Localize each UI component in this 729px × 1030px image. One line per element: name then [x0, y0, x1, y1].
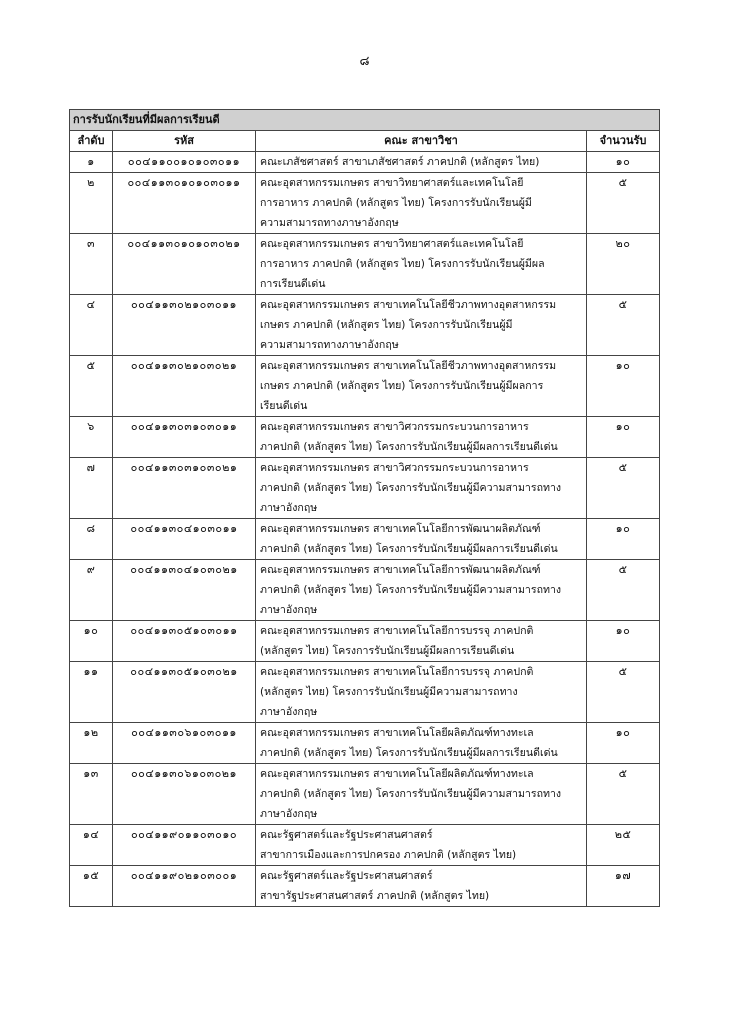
row-capacity: ๑๐	[587, 152, 660, 173]
table-row	[70, 234, 660, 295]
table-row	[70, 825, 660, 866]
program-line: การอาหาร ภาคปกติ (หลักสูตร ไทย) โครงการรับนักเรียนผู้มีผล	[260, 258, 545, 270]
section-title-row	[70, 110, 660, 131]
program-line: สาขาการเมืองและการปกครอง ภาคปกติ (หลักสูตร ไทย)	[260, 849, 517, 861]
table-row	[70, 723, 660, 764]
row-capacity: ๕	[587, 764, 660, 825]
row-capacity: ๒๕	[587, 825, 660, 866]
program-line: คณะอุตสาหกรรมเกษตร สาขาเทคโนโลยีการบรรจุ ภาคปกติ	[260, 625, 534, 637]
row-code: ๐๐๔๑๑๐๐๑๐๑๐๓๐๑๑	[113, 152, 256, 173]
row-code: ๐๐๔๑๑๓๐๑๐๑๐๓๐๒๑	[113, 234, 256, 295]
program-line: ภาษาอังกฤษ	[260, 808, 318, 820]
row-program	[256, 825, 587, 866]
row-capacity: ๕	[587, 662, 660, 723]
row-capacity: ๕	[587, 295, 660, 356]
table-row	[70, 417, 660, 458]
program-line: ภาคปกติ (หลักสูตร ไทย) โครงการรับนักเรียนผู้มีความสามารถทาง	[260, 584, 562, 596]
row-number: ๑๕	[70, 866, 113, 907]
table-body	[70, 152, 660, 907]
program-line: คณะอุตสาหกรรมเกษตร สาขาวิศวกรรมกระบวนการอาหาร	[260, 421, 529, 433]
program-line: คณะรัฐศาสตร์และรัฐประศาสนศาสตร์	[260, 829, 433, 841]
row-code: ๐๐๔๑๑๓๐๔๑๐๓๐๒๑	[113, 560, 256, 621]
program-line: ภาษาอังกฤษ	[260, 502, 318, 514]
row-program	[256, 152, 587, 173]
row-capacity: ๒๐	[587, 234, 660, 295]
row-capacity: ๑๐	[587, 356, 660, 417]
table-row	[70, 458, 660, 519]
table-row	[70, 662, 660, 723]
header-capacity: จำนวนรับ	[587, 131, 660, 152]
table-row	[70, 295, 660, 356]
program-line: สาขารัฐประศาสนศาสตร์ ภาคปกติ (หลักสูตร ไทย)	[260, 890, 490, 902]
row-program	[256, 356, 587, 417]
program-line: คณะอุตสาหกรรมเกษตร สาขาเทคโนโลยีผลิตภัณฑ์ทางทะเล	[260, 727, 534, 739]
program-line: เรียนดีเด่น	[260, 400, 308, 412]
program-line: คณะอุตสาหกรรมเกษตร สาขาเทคโนโลยีผลิตภัณฑ์ทางทะเล	[260, 768, 534, 780]
row-program	[256, 560, 587, 621]
row-number: ๑๔	[70, 825, 113, 866]
table-row	[70, 560, 660, 621]
row-number: ๗	[70, 458, 113, 519]
table-row	[70, 866, 660, 907]
row-program	[256, 234, 587, 295]
program-line: คณะเภสัชศาสตร์ สาขาเภสัชศาสตร์ ภาคปกติ (หลักสูตร ไทย)	[260, 156, 540, 168]
row-capacity: ๑๐	[587, 519, 660, 560]
program-line: คณะรัฐศาสตร์และรัฐประศาสนศาสตร์	[260, 870, 433, 882]
program-line: (หลักสูตร ไทย) โครงการรับนักเรียนผู้มีผลการเรียนดีเด่น	[260, 645, 515, 657]
program-line: คณะอุตสาหกรรมเกษตร สาขาเทคโนโลยีการพัฒนาผลิตภัณฑ์	[260, 564, 541, 576]
row-capacity: ๑๗	[587, 866, 660, 907]
header-program: คณะ สาขาวิชา	[256, 131, 587, 152]
row-number: ๙	[70, 560, 113, 621]
table-row	[70, 173, 660, 234]
program-line: ภาษาอังกฤษ	[260, 604, 318, 616]
row-number: ๖	[70, 417, 113, 458]
row-code: ๐๐๔๑๑๓๐๖๑๐๓๐๑๑	[113, 723, 256, 764]
program-line: คณะอุตสาหกรรมเกษตร สาขาวิทยาศาสตร์และเทคโนโลยี	[260, 238, 524, 250]
row-program	[256, 866, 587, 907]
row-capacity: ๕	[587, 458, 660, 519]
admission-table	[69, 109, 660, 907]
row-code: ๐๐๔๑๑๓๐๔๑๐๓๐๑๑	[113, 519, 256, 560]
program-line: การเรียนดีเด่น	[260, 278, 326, 290]
row-number: ๑	[70, 152, 113, 173]
row-code: ๐๐๔๑๑๓๐๓๑๐๓๐๒๑	[113, 458, 256, 519]
program-line: คณะอุตสาหกรรมเกษตร สาขาวิศวกรรมกระบวนการอาหาร	[260, 462, 529, 474]
program-line: คณะอุตสาหกรรมเกษตร สาขาเทคโนโลยีการบรรจุ ภาคปกติ	[260, 666, 534, 678]
row-code: ๐๐๔๑๑๙๐๑๑๐๓๐๑๐	[113, 825, 256, 866]
page-number: ๘	[359, 54, 370, 69]
row-code: ๐๐๔๑๑๓๐๖๑๐๓๐๒๑	[113, 764, 256, 825]
program-line: คณะอุตสาหกรรมเกษตร สาขาวิทยาศาสตร์และเทคโนโลยี	[260, 177, 524, 189]
header-row	[70, 131, 660, 152]
table-row	[70, 356, 660, 417]
row-program	[256, 173, 587, 234]
section-title: การรับนักเรียนที่มีผลการเรียนดี	[70, 110, 660, 131]
row-number: ๔	[70, 295, 113, 356]
row-code: ๐๐๔๑๑๓๐๕๑๐๓๐๑๑	[113, 621, 256, 662]
table-row	[70, 152, 660, 173]
program-line: ความสามารถทางภาษาอังกฤษ	[260, 339, 399, 351]
program-line: เกษตร ภาคปกติ (หลักสูตร ไทย) โครงการรับนักเรียนผู้มี	[260, 319, 513, 331]
row-program	[256, 662, 587, 723]
program-line: ภาคปกติ (หลักสูตร ไทย) โครงการรับนักเรียนผู้มีความสามารถทาง	[260, 482, 562, 494]
row-program	[256, 621, 587, 662]
row-number: ๒	[70, 173, 113, 234]
row-number: ๓	[70, 234, 113, 295]
row-code: ๐๐๔๑๑๓๐๒๑๐๓๐๒๑	[113, 356, 256, 417]
row-program	[256, 764, 587, 825]
row-capacity: ๑๐	[587, 723, 660, 764]
table-row	[70, 519, 660, 560]
program-line: (หลักสูตร ไทย) โครงการรับนักเรียนผู้มีความสามารถทาง	[260, 686, 518, 698]
table-row	[70, 764, 660, 825]
row-capacity: ๑๐	[587, 621, 660, 662]
program-line: คณะอุตสาหกรรมเกษตร สาขาเทคโนโลยีการพัฒนาผลิตภัณฑ์	[260, 523, 541, 535]
row-code: ๐๐๔๑๑๓๐๑๐๑๐๓๐๑๑	[113, 173, 256, 234]
row-number: ๑๒	[70, 723, 113, 764]
program-line: ภาษาอังกฤษ	[260, 706, 318, 718]
row-program	[256, 295, 587, 356]
row-code: ๐๐๔๑๑๓๐๒๑๐๓๐๑๑	[113, 295, 256, 356]
row-program	[256, 519, 587, 560]
row-capacity: ๑๐	[587, 417, 660, 458]
program-line: ภาคปกติ (หลักสูตร ไทย) โครงการรับนักเรียนผู้มีความสามารถทาง	[260, 788, 562, 800]
row-number: ๑๓	[70, 764, 113, 825]
row-program	[256, 417, 587, 458]
row-code: ๐๐๔๑๑๓๐๓๑๐๓๐๑๑	[113, 417, 256, 458]
program-line: คณะอุตสาหกรรมเกษตร สาขาเทคโนโลยีชีวภาพทางอุตสาหกรรม	[260, 360, 557, 372]
row-program	[256, 723, 587, 764]
row-code: ๐๐๔๑๑๓๐๕๑๐๓๐๒๑	[113, 662, 256, 723]
row-number: ๕	[70, 356, 113, 417]
row-number: ๘	[70, 519, 113, 560]
row-number: ๑๑	[70, 662, 113, 723]
row-capacity: ๕	[587, 173, 660, 234]
row-program	[256, 458, 587, 519]
row-number: ๑๐	[70, 621, 113, 662]
program-line: คณะอุตสาหกรรมเกษตร สาขาเทคโนโลยีชีวภาพทางอุตสาหกรรม	[260, 299, 557, 311]
row-code: ๐๐๔๑๑๙๐๒๑๐๓๐๐๑	[113, 866, 256, 907]
program-line: เกษตร ภาคปกติ (หลักสูตร ไทย) โครงการรับนักเรียนผู้มีผลการ	[260, 380, 544, 392]
program-line: ภาคปกติ (หลักสูตร ไทย) โครงการรับนักเรียนผู้มีผลการเรียนดีเด่น	[260, 747, 558, 759]
program-line: ความสามารถทางภาษาอังกฤษ	[260, 217, 399, 229]
header-no: ลำดับ	[70, 131, 113, 152]
program-line: ภาคปกติ (หลักสูตร ไทย) โครงการรับนักเรียนผู้มีผลการเรียนดีเด่น	[260, 543, 558, 555]
program-line: ภาคปกติ (หลักสูตร ไทย) โครงการรับนักเรียนผู้มีผลการเรียนดีเด่น	[260, 441, 558, 453]
table-row	[70, 621, 660, 662]
program-line: การอาหาร ภาคปกติ (หลักสูตร ไทย) โครงการรับนักเรียนผู้มี	[260, 197, 532, 209]
header-code: รหัส	[113, 131, 256, 152]
row-capacity: ๕	[587, 560, 660, 621]
